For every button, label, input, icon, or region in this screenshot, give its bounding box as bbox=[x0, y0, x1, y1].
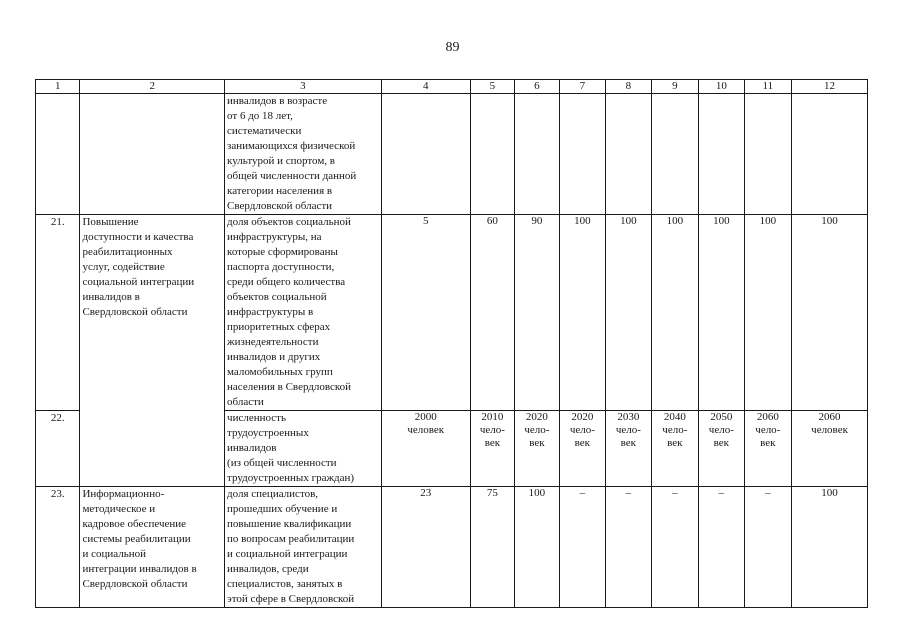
row-value-cell: 2020 чело- век bbox=[515, 411, 559, 487]
header-cell: 3 bbox=[225, 80, 382, 94]
row-number-cell: 23. bbox=[36, 487, 80, 608]
row-value-cell bbox=[381, 94, 470, 215]
row-value-cell: 100 bbox=[559, 215, 606, 411]
row-value-cell bbox=[792, 94, 868, 215]
row-number-cell bbox=[36, 94, 80, 215]
header-cell: 8 bbox=[606, 80, 651, 94]
row-value-cell: 60 bbox=[470, 215, 514, 411]
row-value-cell: 2060 человек bbox=[792, 411, 868, 487]
header-cell: 6 bbox=[515, 80, 559, 94]
row-value-cell: – bbox=[559, 487, 606, 608]
row-value-cell bbox=[606, 94, 651, 215]
header-cell: 11 bbox=[744, 80, 792, 94]
table-row bbox=[36, 487, 868, 608]
row-value-cell: 75 bbox=[470, 487, 514, 608]
row-value-cell: 2000 человек bbox=[381, 411, 470, 487]
row-value-cell: 2060 чело- век bbox=[744, 411, 792, 487]
row-value-cell: 100 bbox=[792, 215, 868, 411]
row-value-cell: 100 bbox=[651, 215, 699, 411]
row-value-cell: 2010 чело- век bbox=[470, 411, 514, 487]
table-row bbox=[36, 215, 868, 411]
row-value-cell: 2040 чело- век bbox=[651, 411, 699, 487]
row-value-cell bbox=[559, 94, 606, 215]
row-value-cell: 5 bbox=[381, 215, 470, 411]
row-value-cell: – bbox=[699, 487, 744, 608]
row-value-cell: 100 bbox=[606, 215, 651, 411]
row-value-cell bbox=[699, 94, 744, 215]
header-cell: 9 bbox=[651, 80, 699, 94]
row-value-cell bbox=[470, 94, 514, 215]
row-value-cell bbox=[744, 94, 792, 215]
row-name-cell: Информационно- методическое и кадровое обеспечение системы реабилитации и социальной интеграции инвалидов в Свердловской области bbox=[80, 487, 225, 608]
header-cell: 7 bbox=[559, 80, 606, 94]
row-value-cell: 2050 чело- век bbox=[699, 411, 744, 487]
row-indicator-cell: инвалидов в возрасте от 6 до 18 лет, систематически занимающихся физической культурой и спортом, в общей численности данной категории населения в Свердловской области bbox=[225, 94, 382, 215]
row-value-cell: 2030 чело- век bbox=[606, 411, 651, 487]
row-name-cell: Повышение доступности и качества реабилитационных услуг, содействие социальной интеграции инвалидов в Свердловской области bbox=[80, 215, 225, 487]
header-cell: 5 bbox=[470, 80, 514, 94]
row-value-cell: 100 bbox=[699, 215, 744, 411]
row-value-cell: – bbox=[606, 487, 651, 608]
page-number: 89 bbox=[445, 40, 460, 55]
row-value-cell: – bbox=[651, 487, 699, 608]
row-indicator-cell: доля объектов социальной инфраструктуры, на которые сформированы паспорта доступности, среди общего количества объектов социальной инфраструктуры в приоритетных сферах жизнедеятельности инвалидов и других маломобильных групп населения в Свердловской области bbox=[225, 215, 382, 411]
row-value-cell: – bbox=[744, 487, 792, 608]
header-cell: 10 bbox=[699, 80, 744, 94]
row-value-cell: 2020 чело- век bbox=[559, 411, 606, 487]
header-cell: 1 bbox=[36, 80, 80, 94]
row-number-cell: 22. bbox=[36, 411, 80, 487]
header-cell: 12 bbox=[792, 80, 868, 94]
row-indicator-cell: доля специалистов, прошедших обучение и повышение квалификации по вопросам реабилитации и социальной интеграции инвалидов, среди специалистов, занятых в этой сфере в Свердловской bbox=[225, 487, 382, 608]
row-name-cell bbox=[80, 94, 225, 215]
row-value-cell: 100 bbox=[515, 487, 559, 608]
row-value-cell: 100 bbox=[744, 215, 792, 411]
row-indicator-cell: численность трудоустроенных инвалидов (из общей численности трудоустроенных граждан) bbox=[225, 411, 382, 487]
row-value-cell: 90 bbox=[515, 215, 559, 411]
row-value-cell bbox=[651, 94, 699, 215]
table-header-row bbox=[36, 80, 868, 94]
header-cell: 4 bbox=[381, 80, 470, 94]
indicators-table bbox=[35, 79, 868, 608]
row-value-cell bbox=[515, 94, 559, 215]
row-value-cell: 23 bbox=[381, 487, 470, 608]
table-row bbox=[36, 94, 868, 215]
row-value-cell: 100 bbox=[792, 487, 868, 608]
header-cell: 2 bbox=[80, 80, 225, 94]
row-number-cell: 21. bbox=[36, 215, 80, 411]
